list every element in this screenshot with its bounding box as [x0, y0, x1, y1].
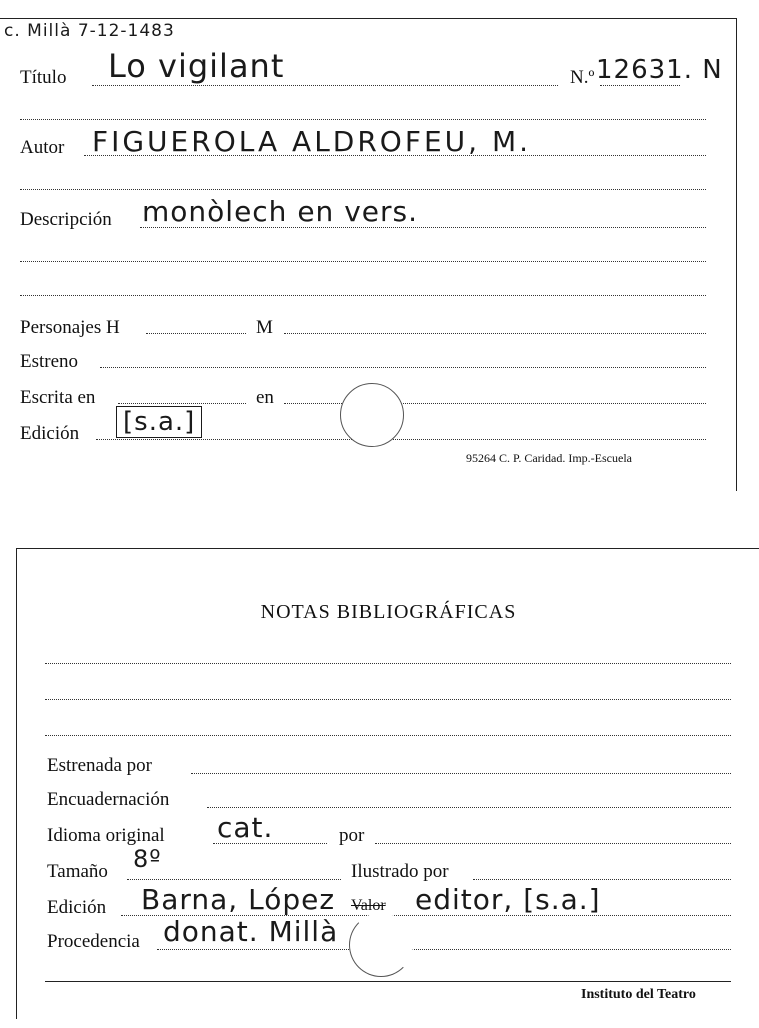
h-line [146, 333, 246, 334]
edicion2-label: Edición [47, 897, 107, 918]
notes-line [45, 663, 731, 664]
bottom-rule [45, 981, 731, 982]
num-line [600, 85, 680, 86]
tamano-line [127, 879, 341, 880]
edicion2-value-cont: editor, [s.a.] [415, 883, 601, 916]
procedencia-value: donat. Millà [163, 915, 339, 948]
estrenada-line [191, 773, 731, 774]
blank-line [20, 295, 706, 296]
por-line [375, 843, 731, 844]
notas-title: NOTAS BIBLIOGRÁFICAS [260, 601, 517, 623]
estreno-label: Estreno [20, 351, 79, 372]
edicion-value [116, 407, 202, 437]
estreno-line [100, 367, 706, 368]
autor-label: Autor [20, 137, 65, 158]
num-value: 12631. N [596, 55, 723, 85]
ilustrado-label: Ilustrado por [351, 861, 449, 882]
num-label: N.º [570, 67, 595, 88]
m-label: M [256, 317, 273, 338]
handwritten-top-note: c. Millà 7-12-1483 [4, 21, 175, 41]
autor-value: FIGUEROLA ALDROFEU, M. [92, 125, 531, 158]
footer-institution: Instituto del Teatro [581, 987, 696, 1002]
titulo-label: Título [20, 67, 67, 88]
notes-line [45, 735, 731, 736]
descripcion-label: Descripción [20, 209, 112, 230]
estrenada-label: Estrenada por [47, 755, 152, 776]
punch-hole [349, 913, 413, 977]
titulo-line [92, 85, 558, 86]
tamano-value: 8º [133, 845, 162, 873]
catalog-card-back [16, 548, 759, 1019]
blank-line [20, 119, 706, 120]
procedencia-label: Procedencia [47, 931, 140, 952]
printer-imprint: 95264 C. P. Caridad. Imp.-Escuela [466, 451, 632, 465]
valor-label: Valor [351, 897, 386, 914]
edicion-line [96, 439, 706, 440]
blank-line [20, 189, 706, 190]
notes-line [45, 699, 731, 700]
ilustrado-line [473, 879, 731, 880]
catalog-card-front [0, 18, 737, 491]
encuadernacion-line [207, 807, 731, 808]
edicion2-value: Barna, López [141, 883, 336, 916]
tamano-label: Tamaño [47, 861, 108, 882]
personajes-label: Personajes H [20, 317, 120, 338]
en-label: en [256, 387, 274, 408]
escrita-label: Escrita en [20, 387, 96, 408]
edicion-label: Edición [20, 423, 80, 444]
escrita-line [118, 403, 246, 404]
blank-line [20, 261, 706, 262]
por-label: por [339, 825, 365, 846]
punch-hole [340, 383, 404, 447]
procedencia-line [157, 949, 731, 950]
titulo-value: Lo vigilant [108, 47, 285, 85]
encuadernacion-label: Encuadernación [47, 789, 170, 810]
edicion-value-text: [s.a.] [116, 406, 202, 438]
descripcion-value: monòlech en vers. [142, 195, 418, 228]
m-line [284, 333, 706, 334]
idioma-label: Idioma original [47, 825, 165, 846]
idioma-value: cat. [217, 811, 274, 844]
